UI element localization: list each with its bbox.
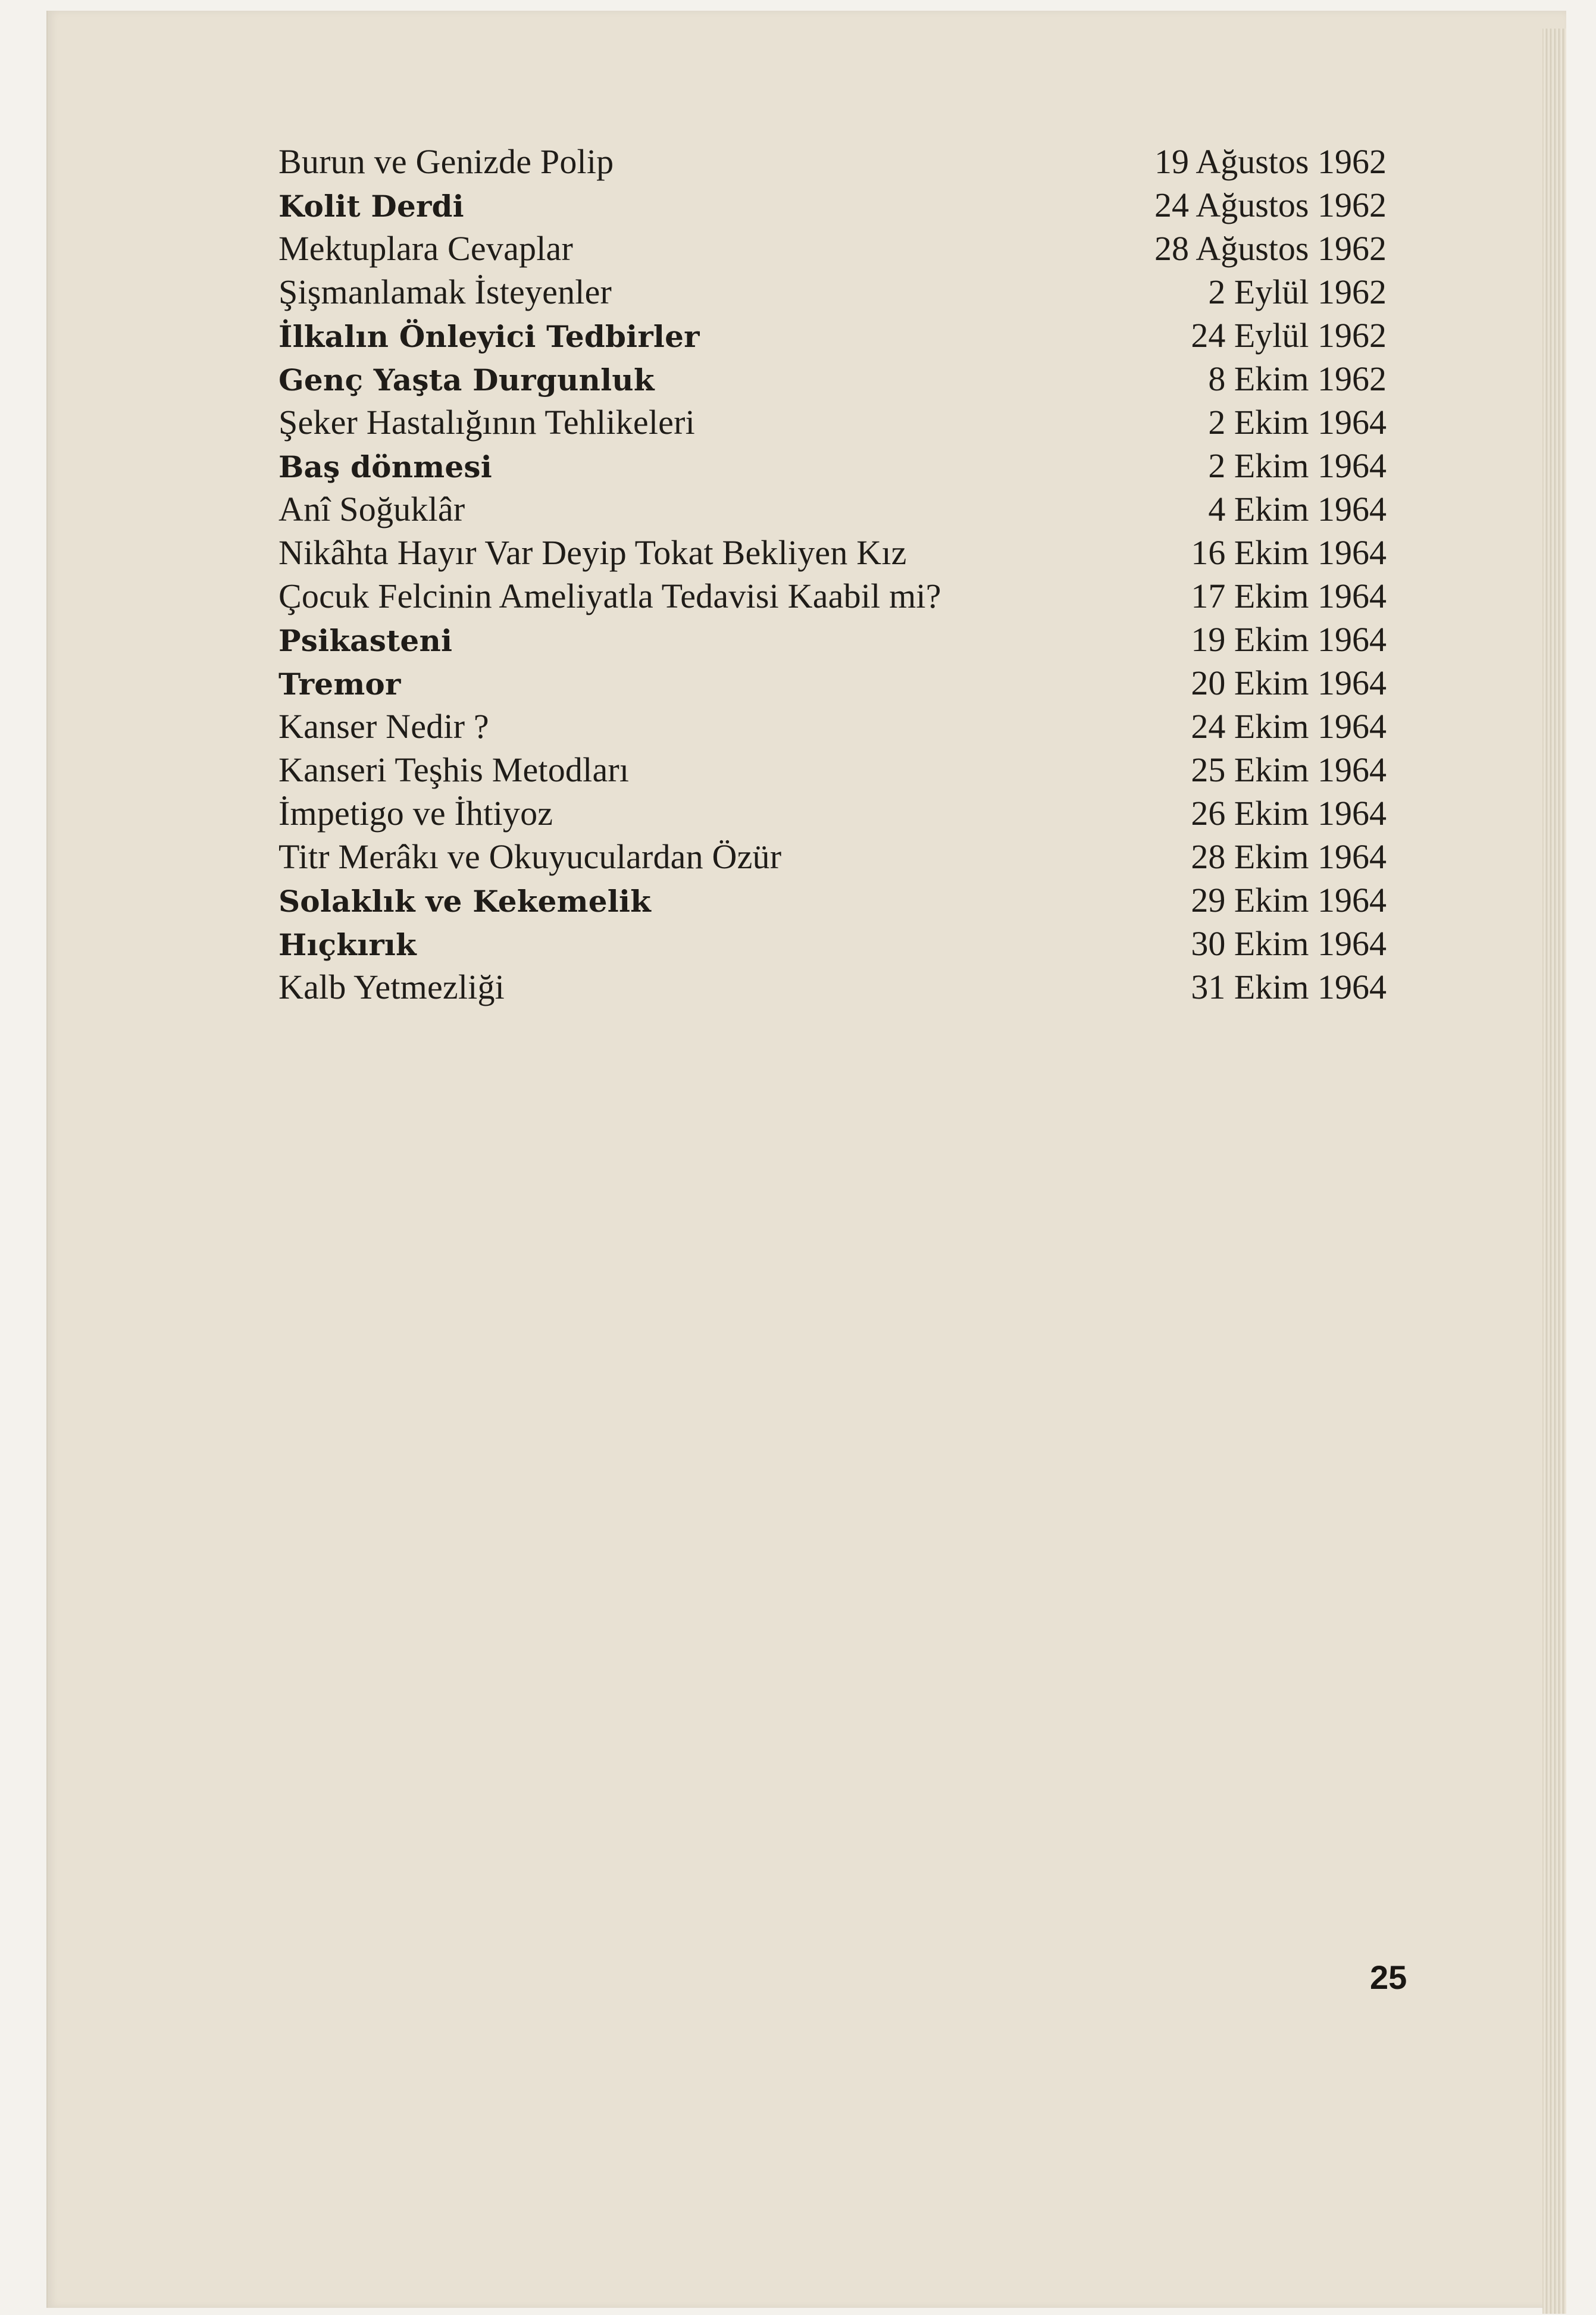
entry-date: 16 Ekim 1964 [1191,533,1387,572]
entry-date: 17 Ekim 1964 [1191,577,1387,615]
entry-title: Solaklık ve Kekemelik [278,884,651,919]
entry-title: Kalb Yetmezliği [278,968,505,1006]
entry-title: Kolit Derdi [278,189,464,224]
list-item [278,837,1387,880]
entry-date: 2 Ekim 1964 [1208,403,1387,442]
entry-date: 29 Ekim 1964 [1191,881,1387,919]
list-item [278,185,1387,229]
entry-date: 2 Eylül 1962 [1208,273,1387,311]
entry-title: Kanser Nedir ? [278,707,489,746]
list-item [278,533,1387,576]
list-item [278,924,1387,967]
list-item [278,750,1387,793]
entry-title: Anî Soğuklâr [278,490,465,528]
list-item [278,967,1387,1011]
page-number: 25 [1370,1959,1407,1996]
entry-date: 25 Ekim 1964 [1191,750,1387,789]
article-list [278,142,1387,1011]
entry-date: 8 Ekim 1962 [1208,359,1387,398]
entry-title: Nikâhta Hayır Var Deyip Tokat Bekliyen Kız [278,533,907,572]
entry-date: 26 Ekim 1964 [1191,794,1387,833]
list-item [278,663,1387,706]
list-item [278,272,1387,315]
list-item [278,706,1387,750]
entry-title: Çocuk Felcinin Ameliyatla Tedavisi Kaabil mi? [278,577,941,615]
entry-date: 28 Ekim 1964 [1191,837,1387,876]
entry-date: 20 Ekim 1964 [1191,664,1387,702]
list-item [278,576,1387,620]
entry-date: 24 Ekim 1964 [1191,707,1387,746]
entry-title: İmpetigo ve İhtiyoz [278,794,553,833]
entry-title: Burun ve Genizde Polip [278,142,614,181]
entry-date: 30 Ekim 1964 [1191,924,1387,963]
entry-date: 24 Eylül 1962 [1191,316,1387,355]
list-item [278,229,1387,272]
entry-title: Mektuplara Cevaplar [278,229,573,268]
entry-title: Kanseri Teşhis Metodları [278,750,630,789]
list-item [278,446,1387,489]
list-item [278,489,1387,533]
entry-title: Şeker Hastalığının Tehlikeleri [278,403,695,442]
entry-date: 4 Ekim 1964 [1208,490,1387,528]
page-edge [1542,29,1566,2314]
entry-date: 19 Ekim 1964 [1191,620,1387,659]
entry-date: 24 Ağustos 1962 [1154,186,1387,224]
list-item [278,315,1387,359]
entry-title: Titr Merâkı ve Okuyuculardan Özür [278,837,782,876]
entry-title: Genç Yaşta Durgunluk [278,362,655,398]
list-item [278,402,1387,446]
entry-title: İlkalın Önleyici Tedbirler [278,319,700,354]
entry-title: Baş dönmesi [278,449,492,484]
entry-title: Şişmanlamak İsteyenler [278,273,612,311]
entry-title: Hıçkırık [278,927,417,962]
entry-title: Psikasteni [278,623,453,658]
list-item [278,620,1387,663]
entry-date: 19 Ağustos 1962 [1154,142,1387,181]
entry-date: 31 Ekim 1964 [1191,968,1387,1006]
entry-date: 28 Ağustos 1962 [1154,229,1387,268]
list-item [278,142,1387,185]
list-item [278,359,1387,402]
entry-title: Tremor [278,667,401,702]
entry-date: 2 Ekim 1964 [1208,446,1387,485]
list-item [278,793,1387,837]
list-item [278,880,1387,924]
